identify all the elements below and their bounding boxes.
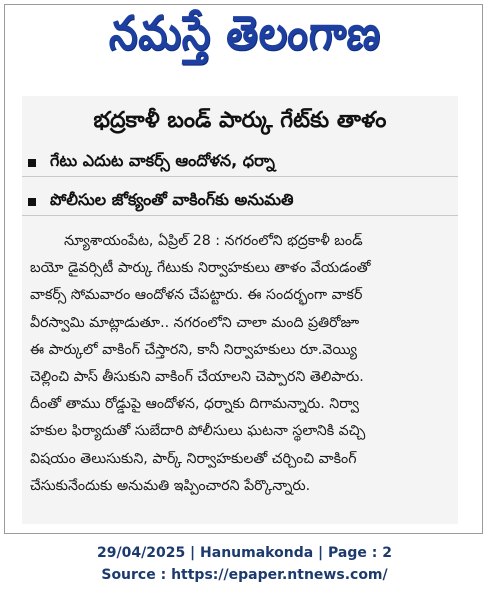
bullet-text: పోలీసుల జోక్యంతో వాకింగ్‌కు అనుమతి: [50, 190, 294, 209]
body-line: ఈ పార్కులో వాకింగ్ చేస్తారని, కానీ నిర్వాహకులు రూ.వెయ్యి: [30, 341, 357, 358]
divider: [22, 176, 458, 177]
bullet-text: గేటు ఎదుట వాకర్స్ ఆందోళన, ధర్నా: [50, 151, 275, 170]
article-bullet: [28, 151, 448, 174]
body-line: వాకర్స్ సోమవారం ఆందోళన చేపట్టారు. ఈ సందర్భంగా వాకర్: [30, 287, 363, 304]
clipping-date-info: 29/04/2025 | Hanumakonda | Page : 2: [97, 545, 392, 561]
body-line: దీంతో తాము రోడ్డుపై ఆందోళన, ధర్నాకు దిగామన్నారు. నిర్వా: [30, 396, 359, 413]
body-line: బయో డైవర్సిటీ పార్కు గేటుకు నిర్వాహకులు తాళం వేయడంతో: [30, 260, 371, 277]
square-bullet-icon: [28, 198, 36, 206]
article-headline: భద్రకాళీ బండ్ పార్కు గేట్‌కు తాళం: [93, 108, 387, 133]
clipping-source: Source : https://epaper.ntnews.com/: [101, 567, 388, 583]
article-body: [30, 228, 456, 500]
masthead-title: నమస్తే తెలంగాణ: [107, 6, 383, 61]
newspaper-masthead: [30, 8, 460, 70]
body-line: చెల్లించి పాస్ తీసుకుని వాకింగ్ చేయాలని చెప్పారని తెలిపారు.: [30, 369, 364, 386]
body-line: చేసుకునేందుకు అనుమతి ఇప్పించారని పేర్కొన్నారు.: [30, 477, 311, 494]
article-bullet: [28, 190, 448, 213]
body-line: హకుల ఫిర్యాదుతో సుబేదారి పోలీసులు ఘటనా స్థలానికి వచ్చి: [30, 423, 366, 440]
divider: [22, 215, 458, 216]
body-line: వీరస్వామి మాట్లాడుతూ.. నగరంలోని చాలా మంది ప్రతిరోజూ: [30, 314, 360, 331]
square-bullet-icon: [28, 159, 36, 167]
body-line: న్యూశాయంపేట, ఏప్రిల్ 28 : నగరంలోని భద్రకాళీ బండ్: [64, 233, 363, 249]
body-line: విషయం తెలుసుకుని, పార్క్ నిర్వాహకులతో చర్చించి వాకింగ్: [30, 450, 357, 467]
